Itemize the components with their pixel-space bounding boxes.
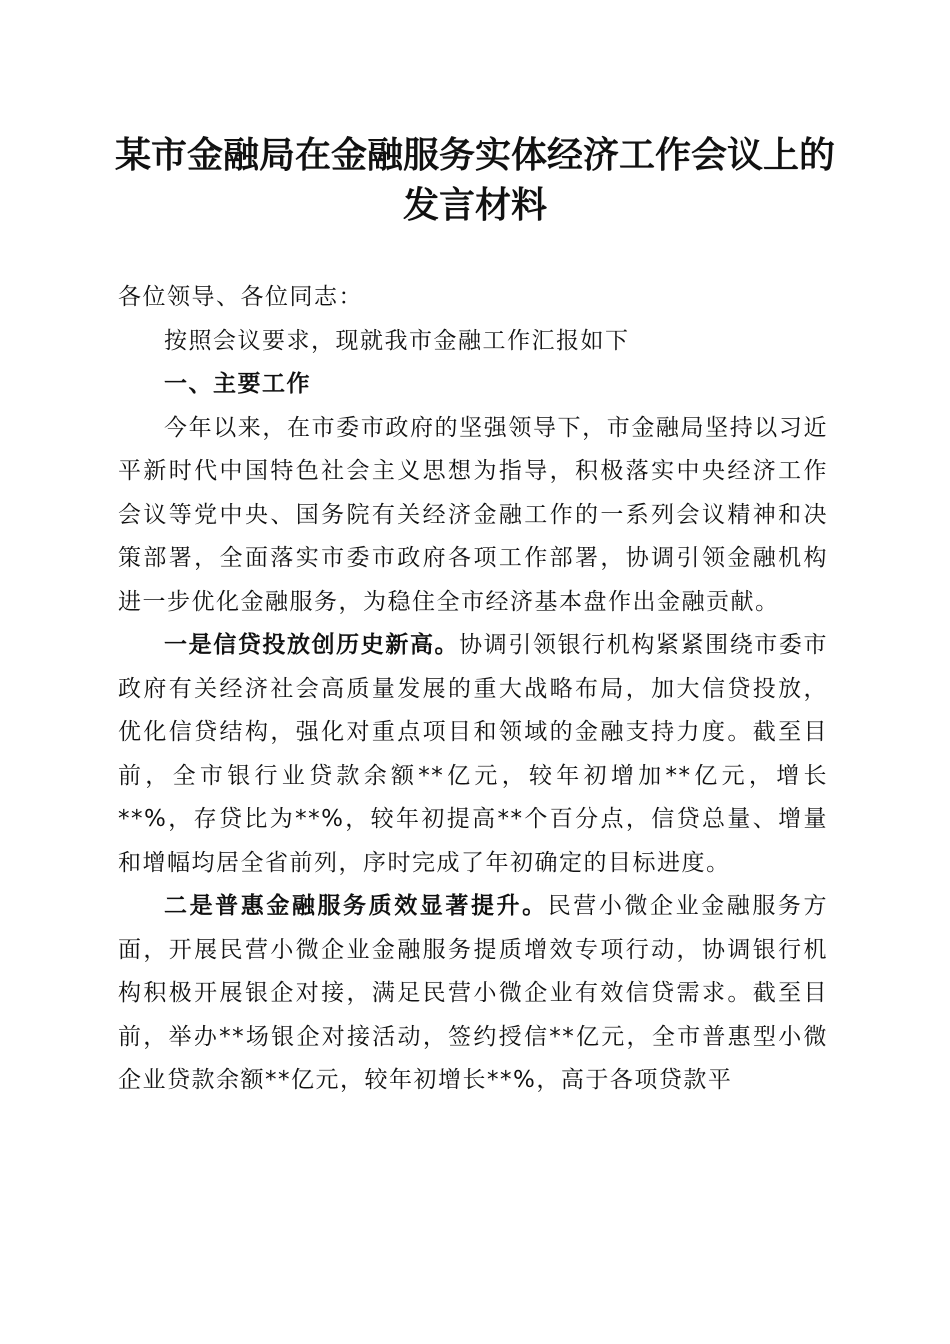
- document-title: [100, 130, 850, 230]
- document-body: [118, 276, 828, 1103]
- paragraph-credit: [118, 624, 828, 885]
- salutation: 各位领导、各位同志：: [118, 284, 363, 310]
- paragraph-credit-lead: 一是信贷投放创历史新高。: [164, 632, 460, 658]
- paragraph-credit-body: 协调引领银行机构紧紧围绕市委市政府有关经济社会高质量发展的重大战略布局，加大信贷投放，优化信贷结构，强化对重点项目和领域的金融支持力度。截至目前，全市银行业贷款余额**亿元，较年初增加**亿元，增长**%，存贷比为**%，较年初提高**个百分点，信贷总量、增量和增幅均居全省前列，序时完成了年初确定的目标进度。: [118, 632, 829, 876]
- title-line-2: 发言材料: [402, 184, 547, 226]
- paragraph-inclusive-finance-body: 民营小微企业金融服务方面，开展民营小微企业金融服务提质增效专项行动，协调银行机构积极开展银企对接，满足民营小微企业有效信贷需求。截至目前，举办**场银企对接活动，签约授信**亿元，全市普惠型小微企业贷款余额**亿元，较年初增长**%，高于各项贷款平: [118, 893, 829, 1093]
- title-line-1: 某市金融局在金融服务实体经济工作会议上的: [114, 134, 835, 176]
- section-heading: 一、主要工作: [164, 371, 311, 397]
- paragraph-overview: 今年以来，在市委市政府的坚强领导下，市金融局坚持以习近平新时代中国特色社会主义思想为指导，积极落实中央经济工作会议等党中央、国务院有关经济金融工作的一系列会议精神和决策部署，全面落实市委市政府各项工作部署，协调引领金融机构进一步优化金融服务，为稳住全市经济基本盘作出金融贡献。: [118, 414, 828, 615]
- paragraph-inclusive-finance-lead: 二是普惠金融服务质效显著提升。: [164, 893, 548, 919]
- intro-paragraph: 按照会议要求，现就我市金融工作汇报如下: [164, 327, 630, 354]
- paragraph-inclusive-finance: [118, 885, 828, 1103]
